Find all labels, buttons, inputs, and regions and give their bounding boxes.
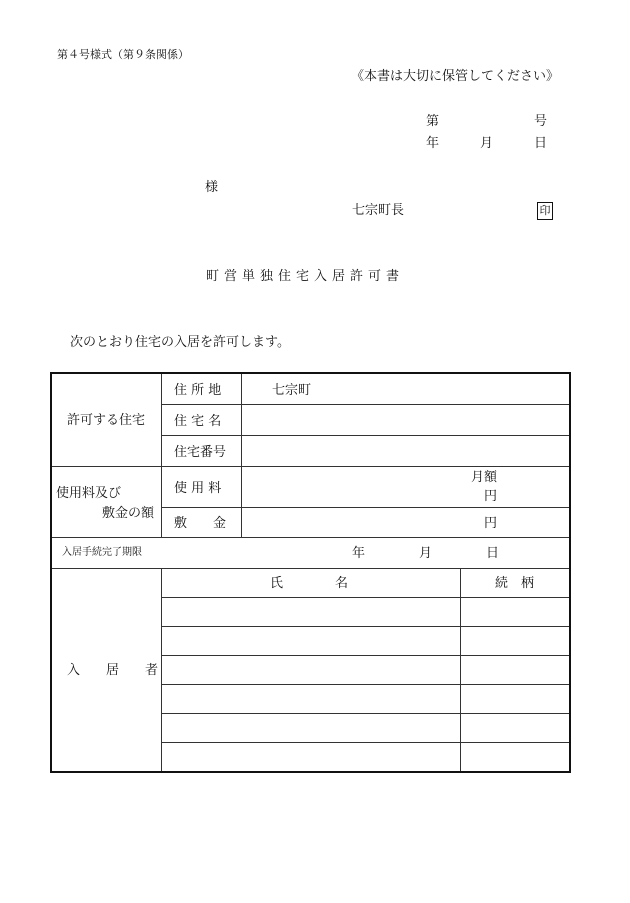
row-divider	[161, 742, 569, 743]
row-divider	[161, 684, 569, 685]
issue-number-suffix: 号	[534, 114, 548, 129]
row-divider	[161, 507, 569, 508]
row-divider	[161, 404, 569, 405]
issue-number-prefix: 第	[426, 114, 440, 129]
seal-stamp: 印	[537, 202, 553, 220]
document-title: 町営単独住宅入居許可書	[206, 269, 405, 284]
deadline-year: 年	[352, 546, 366, 561]
rent-label: 使 用 料	[174, 481, 222, 496]
storage-notice: 《本書は大切に保管してください》	[351, 69, 560, 84]
rent-yen-unit: 円	[484, 489, 498, 504]
permission-statement: 次のとおり住宅の入居を許可します。	[70, 335, 290, 350]
address-value: 七宗町	[272, 383, 312, 398]
permit-table	[50, 372, 571, 773]
deadline-day: 日	[486, 546, 500, 561]
housing-section-label: 許可する住宅	[67, 413, 146, 428]
relation-column-header: 続 柄	[495, 576, 535, 591]
rent-monthly-label: 月額	[471, 470, 498, 485]
row-divider	[161, 655, 569, 656]
col-divider	[161, 374, 162, 537]
residents-label: 入 居 者	[67, 663, 159, 678]
deposit-yen-unit: 円	[484, 516, 498, 531]
deadline-label: 入居手続完了期限	[62, 547, 142, 558]
name-column-header: 氏 名	[270, 576, 349, 591]
row-divider	[52, 568, 569, 569]
house-name-label: 住 宅 名	[174, 414, 222, 429]
issue-year: 年	[426, 136, 440, 151]
row-divider	[161, 626, 569, 627]
row-divider	[52, 466, 569, 467]
row-divider	[161, 713, 569, 714]
col-divider	[241, 374, 242, 537]
row-divider	[52, 537, 569, 538]
row-divider	[161, 435, 569, 436]
form-id: 第４号様式（第９条関係）	[57, 48, 189, 61]
deposit-label: 敷 金	[174, 516, 227, 531]
issue-day: 日	[534, 136, 548, 151]
issue-month: 月	[480, 136, 494, 151]
fee-section-label-line2: 敷金の額	[102, 506, 155, 521]
address-label: 住 所 地	[174, 383, 222, 398]
deadline-month: 月	[419, 546, 433, 561]
house-number-label: 住宅番号	[174, 445, 227, 460]
row-divider	[161, 597, 569, 598]
addressee-honorific: 様	[205, 180, 219, 195]
col-divider	[161, 568, 162, 771]
fee-section-label-line1: 使用料及び	[56, 486, 122, 501]
issuer-name: 七宗町長	[352, 203, 405, 218]
col-divider	[460, 568, 461, 771]
